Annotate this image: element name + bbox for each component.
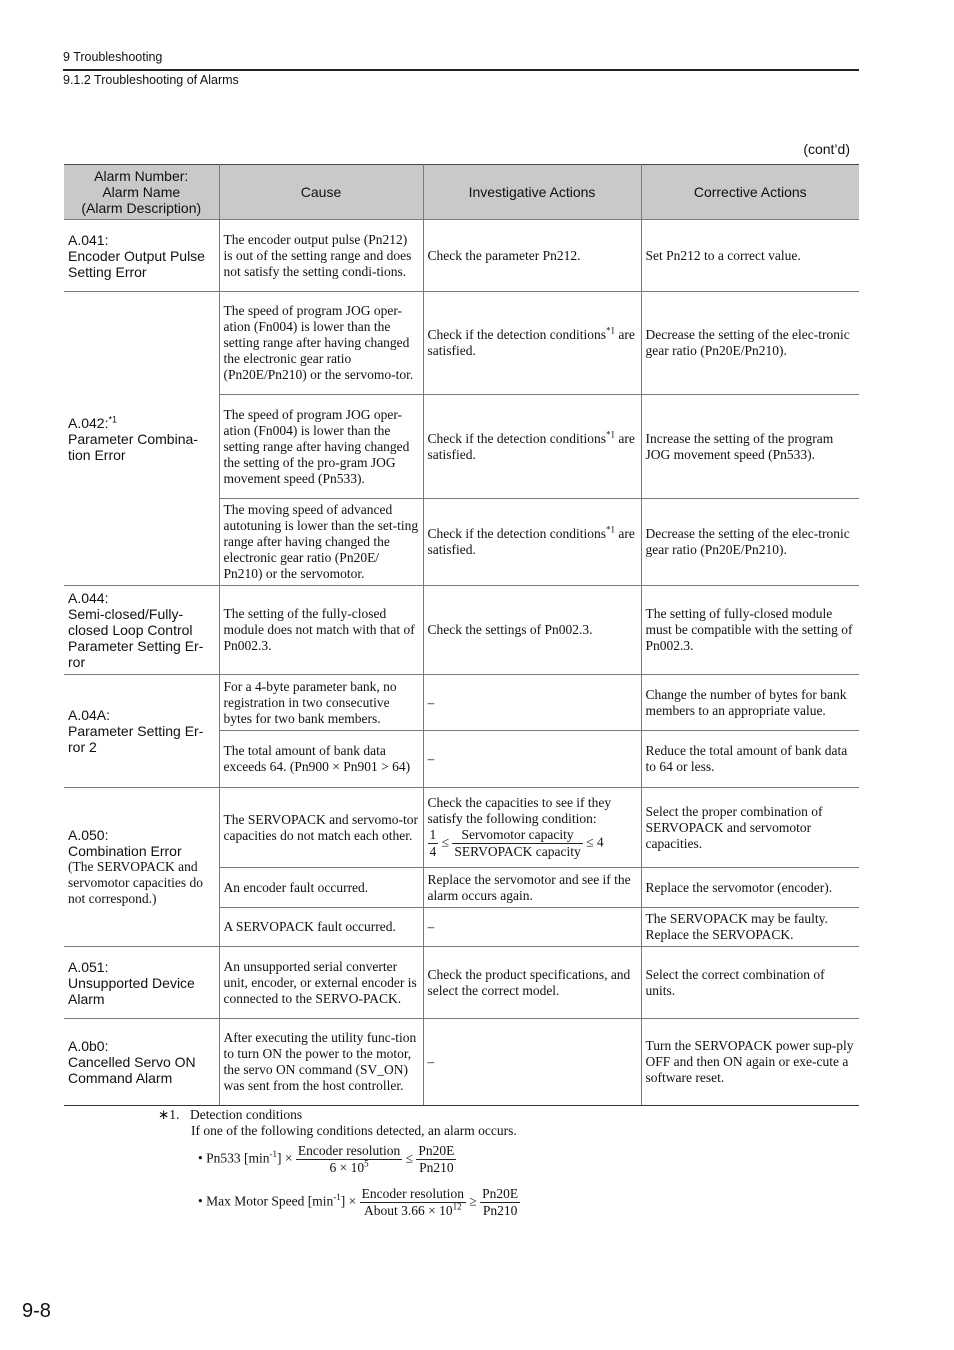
alarm-name: Unsupported Device Alarm	[68, 974, 195, 1007]
cause-cell: The encoder output pulse (Pn212) is out of the setting range and does not satisfy the setting condi-tions.	[219, 220, 423, 292]
resolution-fraction	[360, 1186, 466, 1219]
alarm-cell	[64, 1019, 219, 1106]
investigative-text: Check if the detection conditions	[427, 430, 606, 446]
alarm-name: Semi-closed/Fully-closed Loop Control Parameter Setting Er-ror	[68, 606, 204, 670]
corrective-cell: Select the correct combination of units.	[641, 947, 859, 1019]
section-header: 9.1.2 Troubleshooting of Alarms	[63, 73, 239, 87]
corrective-cell: The SERVOPACK may be faulty. Replace the SERVOPACK.	[641, 908, 859, 947]
condition-lhs: Pn533 [min	[206, 1150, 270, 1166]
corrective-cell: Select the proper combination of SERVOPACK and servomotor capacities.	[641, 788, 859, 868]
investigative-cell: –	[423, 1019, 641, 1106]
header-alarm-description: (Alarm Description)	[81, 200, 202, 216]
alarm-description: (The SERVOPACK and servomotor capacities do not correspond.)	[68, 859, 203, 906]
investigative-text-end: are satisfied.	[427, 327, 635, 358]
condition-multiply: ] ×	[277, 1150, 293, 1166]
ratio-numerator: Servomotor capacity	[452, 827, 582, 844]
table-row	[64, 1019, 859, 1106]
investigative-text: Check if the detection conditions	[427, 526, 606, 541]
table-row	[64, 586, 859, 675]
investigative-cell: –	[423, 908, 641, 947]
cause-cell: An unsupported serial converter unit, encoder, or external encoder is connected to the SERVO-PACK.	[219, 947, 423, 1019]
exponent: 12	[452, 1201, 462, 1212]
investigative-cell: Check the parameter Pn212.	[423, 220, 641, 292]
denominator-base: About 3.66 × 10	[363, 1203, 453, 1218]
footnote-mark: ∗1.	[158, 1107, 180, 1122]
fraction-denominator: Pn210	[482, 1203, 518, 1218]
investigative-text-end: are satisfied.	[427, 430, 635, 462]
cause-cell: After executing the utility func-tion to turn ON the power to the motor, the servo ON command (SV_ON) was sent from the host controller.	[219, 1019, 423, 1106]
exponent: 5	[364, 1158, 369, 1169]
bullet: •	[198, 1193, 203, 1209]
ratio-denominator: SERVOPACK capacity	[454, 844, 581, 859]
gear-ratio-fraction	[480, 1186, 520, 1219]
fraction-denominator: Pn210	[419, 1160, 454, 1175]
fraction-denominator	[360, 1203, 466, 1219]
fraction-denominator: 4	[429, 844, 437, 859]
table-row	[64, 220, 859, 292]
table-row	[64, 675, 859, 731]
cause-cell: The moving speed of advanced autotuning is lower than the set-ting range after having changed the electronic gear ratio (Pn20E/ Pn210) or the servomotor.	[219, 499, 423, 586]
alarm-name: Parameter Combina-tion Error	[68, 430, 198, 463]
header-alarm-number: Alarm Number:	[94, 168, 189, 184]
alarm-number: A.04A:	[68, 707, 111, 723]
alarm-number: A.050:	[68, 827, 109, 843]
table-row	[64, 947, 859, 1019]
investigative-cell: Check the settings of Pn002.3.	[423, 586, 641, 675]
chapter-header: 9 Troubleshooting	[63, 50, 163, 64]
header-investigative: Investigative Actions	[423, 165, 641, 220]
table-row	[64, 292, 859, 395]
quarter-fraction	[428, 827, 439, 860]
alarm-name: Encoder Output Pulse Setting Error	[68, 247, 205, 280]
capacity-ratio	[452, 827, 582, 860]
footnote-title: Detection conditions	[190, 1107, 303, 1122]
header-corrective: Corrective Actions	[641, 165, 859, 220]
corrective-cell: The setting of fully-closed module must be compatible with the setting of Pn002.3.	[641, 586, 859, 675]
fraction-numerator: Pn20E	[482, 1186, 519, 1201]
alarm-name: Combination Error	[68, 843, 182, 859]
alarm-number: A.051:	[68, 958, 109, 975]
alarm-cell	[64, 947, 219, 1019]
gear-ratio-fraction	[416, 1143, 456, 1176]
alarm-name: Parameter Setting Er-ror 2	[68, 723, 204, 755]
alarm-cell	[64, 586, 219, 675]
corrective-cell: Decrease the setting of the elec-tronic gear ratio (Pn20E/Pn210).	[641, 499, 859, 586]
cause-cell: The total amount of bank data exceeds 64. (Pn900 × Pn901 > 64)	[219, 731, 423, 788]
exponent: -1	[333, 1192, 341, 1203]
alarm-cell	[64, 220, 219, 292]
comparison-operator: ≤	[405, 1150, 414, 1166]
cause-cell: An encoder fault occurred.	[219, 868, 423, 908]
investigative-cell: Check the product specifications, and select the correct model.	[423, 947, 641, 1019]
exponent: -1	[269, 1149, 277, 1160]
condition-multiply: ] ×	[340, 1193, 357, 1209]
bullet: •	[198, 1150, 203, 1166]
fraction-numerator: 1	[429, 827, 437, 842]
corrective-cell: Set Pn212 to a correct value.	[641, 220, 859, 292]
resolution-fraction	[296, 1143, 402, 1176]
table-row	[64, 788, 859, 868]
investigative-cell: Replace the servomotor and see if the alarm occurs again.	[423, 868, 641, 908]
page-number: 9-8	[22, 1300, 51, 1322]
investigative-text-end: are satisfied.	[427, 526, 635, 557]
corrective-cell: Change the number of bytes for bank members to an appropriate value.	[641, 675, 859, 731]
footnote-heading	[158, 1107, 302, 1123]
alarm-number: A.044:	[68, 590, 109, 606]
cause-cell: A SERVOPACK fault occurred.	[219, 908, 423, 947]
comparison-operator: ≥	[469, 1193, 477, 1209]
investigative-text: Check the capacities to see if they satisfy the following condition:	[427, 795, 612, 826]
footnote-text: If one of the following conditions detected, an alarm occurs.	[191, 1123, 517, 1138]
alarm-cell	[64, 788, 219, 947]
alarm-number: A.0b0:	[68, 1038, 109, 1054]
investigative-text: Check if the detection conditions	[427, 327, 606, 342]
investigative-cell	[423, 292, 641, 395]
cause-cell: The SERVOPACK and servomo-tor capacities do not match each other.	[219, 788, 423, 868]
investigative-cell: –	[423, 731, 641, 788]
cause-cell: The speed of program JOG oper-ation (Fn004) is lower than the setting range after having changed the electronic gear ratio (Pn20E/Pn210) or the servomo-tor.	[219, 292, 423, 395]
denominator-base: 6 × 10	[329, 1160, 365, 1175]
corrective-cell: Replace the servomotor (encoder).	[641, 868, 859, 908]
condition-2	[198, 1186, 520, 1219]
header-cause: Cause	[219, 165, 423, 220]
header-rule	[63, 69, 859, 71]
cause-cell: For a 4-byte parameter bank, no registration in two consecutive bytes for two bank members.	[219, 675, 423, 731]
fraction-numerator: Encoder resolution	[297, 1143, 401, 1158]
corrective-cell: Increase the setting of the program JOG movement speed (Pn533).	[641, 395, 859, 499]
footnote-ref: *1	[605, 524, 615, 535]
corrective-cell: Reduce the total amount of bank data to 64 or less.	[641, 731, 859, 788]
alarm-cell	[64, 292, 219, 586]
less-equal-four: ≤ 4	[586, 834, 604, 850]
cause-cell: The setting of the fully-closed module does not match with that of Pn002.3.	[219, 586, 423, 675]
corrective-cell: Decrease the setting of the elec-tronic gear ratio (Pn20E/Pn210).	[641, 292, 859, 395]
condition-lhs: Max Motor Speed [min	[206, 1193, 334, 1209]
fraction-numerator: Encoder resolution	[361, 1186, 464, 1201]
fraction-denominator	[296, 1160, 402, 1176]
alarm-number: A.041:	[68, 231, 109, 248]
less-equal-sign: ≤	[441, 834, 450, 850]
investigative-cell	[423, 499, 641, 586]
investigative-cell	[423, 395, 641, 499]
corrective-cell: Turn the SERVOPACK power sup-ply OFF and then ON again or exe-cute a software reset.	[641, 1019, 859, 1106]
table-header-row	[64, 165, 859, 220]
header-alarm	[64, 165, 219, 220]
alarm-cell	[64, 675, 219, 788]
condition-1	[198, 1143, 456, 1176]
alarm-table	[64, 164, 859, 1106]
footnote-ref: *1	[605, 429, 615, 439]
investigative-cell: –	[423, 675, 641, 731]
header-alarm-name: Alarm Name	[102, 184, 181, 200]
investigative-cell	[423, 788, 641, 868]
alarm-name: Cancelled Servo ON Command Alarm	[68, 1054, 196, 1086]
footnote-ref: *1	[108, 413, 117, 424]
fraction-numerator: Pn20E	[418, 1143, 455, 1158]
continued-label: (cont’d)	[803, 141, 850, 157]
alarm-number: A.042:	[68, 414, 109, 431]
cause-cell: The speed of program JOG oper-ation (Fn004) is lower than the setting range after having changed the setting of the pro-gram JOG movement speed (Pn533).	[219, 395, 423, 499]
footnote-ref: *1	[605, 325, 615, 336]
